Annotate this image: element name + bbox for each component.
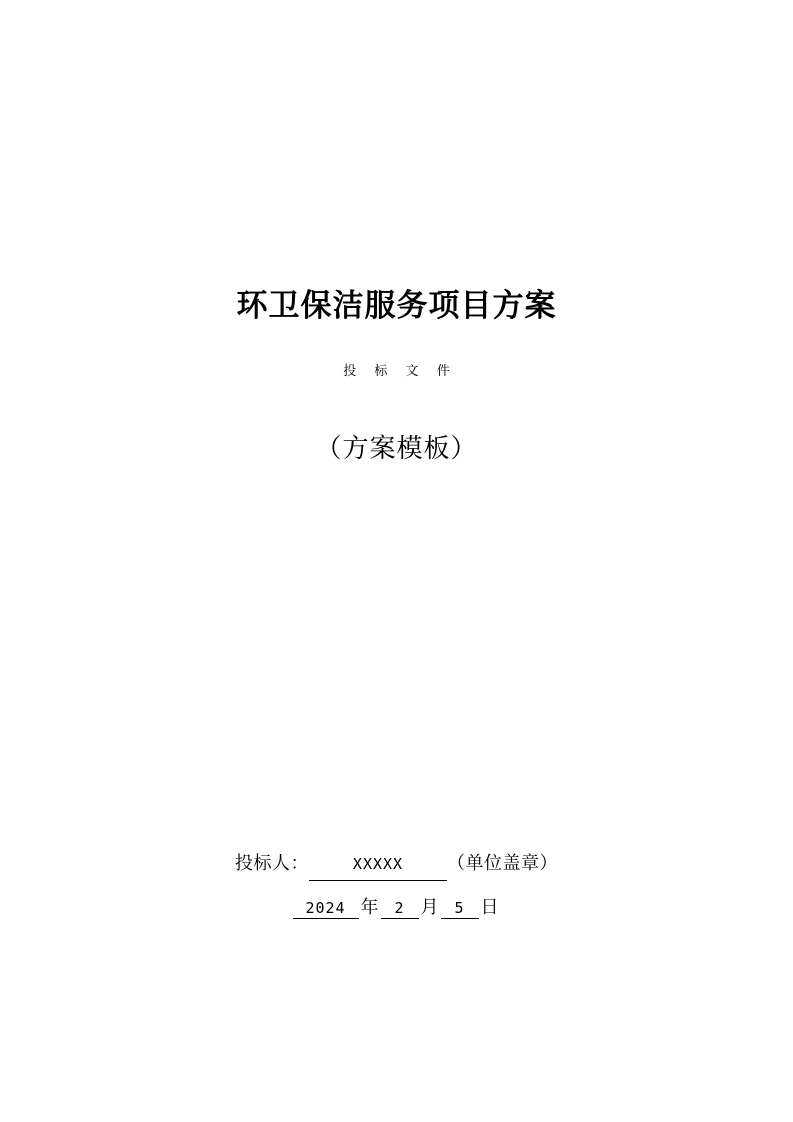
date-line xyxy=(0,893,793,919)
date-day-field[interactable]: 5 xyxy=(441,899,479,919)
date-month-unit: 月 xyxy=(420,897,439,917)
date-day-unit: 日 xyxy=(480,897,499,917)
bidder-line xyxy=(0,848,793,881)
page-title: 环卫保洁服务项目方案 xyxy=(236,288,557,324)
signature-block xyxy=(0,848,793,919)
template-label: （方案模板） xyxy=(315,434,478,463)
date-year-field[interactable]: 2024 xyxy=(293,899,359,919)
seal-note: （单位盖章） xyxy=(447,853,558,873)
bidder-name-field[interactable]: XXXXX xyxy=(309,849,447,881)
date-year-unit: 年 xyxy=(360,897,379,917)
bidder-label: 投标人： xyxy=(235,853,309,873)
date-month-field[interactable]: 2 xyxy=(381,899,419,919)
document-subtitle: 投 标 文 件 xyxy=(343,364,457,379)
